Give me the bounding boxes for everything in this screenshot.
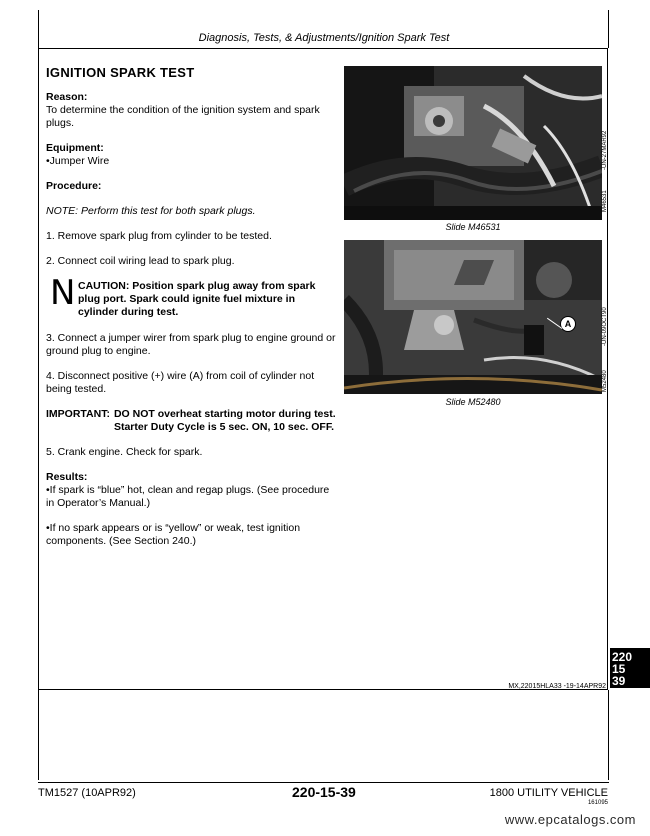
footer-rule (38, 782, 609, 783)
equipment-item: •Jumper Wire (46, 155, 110, 167)
engine-photo-1 (344, 66, 602, 220)
results-block (46, 471, 336, 510)
footer-small-code: 161095 (587, 800, 608, 806)
page-header-title: Diagnosis, Tests, & Adjustments/Ignition Spark Test (198, 32, 450, 44)
results-label: Results: (46, 471, 88, 483)
watermark: www.epcatalogs.com (504, 812, 636, 827)
procedure-label: Procedure: (46, 180, 102, 192)
procedure-step-5: 5. Crank engine. Check for spark. (46, 446, 203, 458)
reason-text: To determine the condition of the ignition system and spark plugs. (46, 104, 320, 129)
footer-rule-right (608, 690, 609, 780)
section-title: IGNITION SPARK TEST (46, 65, 195, 80)
section-tab-line-2: 15 (612, 662, 626, 676)
reason-label: Reason: (46, 91, 88, 103)
engine-photo-2 (344, 240, 602, 394)
procedure-note: NOTE: Perform this test for both spark plugs. (46, 205, 256, 217)
important-text: DO NOT overheat starting motor during test. Starter Duty Cycle is 5 sec. ON, 10 sec. OFF. (113, 408, 336, 433)
text-column (46, 66, 336, 560)
section-tab (610, 648, 650, 688)
procedure-step-2: 2. Connect coil wiring lead to spark plug. (46, 255, 235, 267)
photo-2-caption: Slide M52480 (445, 397, 501, 407)
photo-2-callout-label: A (564, 319, 572, 329)
engine-photo-1-image (344, 66, 602, 220)
important-label: IMPORTANT: (46, 408, 110, 420)
footer-rule-left (38, 690, 39, 780)
header-rule-left (38, 10, 39, 48)
result-1: •If spark is “blue” hot, clean and regap plugs. (See procedure in Operator’s Manual.) (46, 484, 330, 509)
photo-1-caption: Slide M46531 (445, 222, 501, 232)
photo-2-side-code-a: -UN-09OCT90 (602, 307, 608, 346)
section-tab-line-3: 39 (612, 674, 626, 688)
photo-2-callout-a (560, 316, 576, 332)
caution-text: CAUTION: Position spark plug away from spark plug port. Spark could ignite fuel mixture in cylinder during test. (78, 280, 316, 318)
header-rule-right (608, 10, 609, 48)
equipment-block (46, 142, 336, 168)
document-reference: MX,22015HLA33 -19-14APR92 (508, 683, 606, 690)
photo-1-side-code-b: M46531 (602, 190, 608, 212)
footer-vehicle-name: 1800 UTILITY VEHICLE (489, 787, 608, 799)
reason-block (46, 91, 336, 130)
footer-manual-id: TM1527 (10APR92) (38, 787, 136, 799)
caution-icon: N (50, 273, 76, 313)
procedure-step-3: 3. Connect a jumper wirer from spark plug to engine ground or ground plug to engine. (46, 332, 336, 357)
procedure-step-1: 1. Remove spark plug from cylinder to be tested. (46, 230, 272, 242)
equipment-label: Equipment: (46, 142, 104, 154)
footer-page-number: 220-15-39 (292, 784, 356, 800)
photo-2-side-code-b: M52480 (602, 370, 608, 392)
result-2: •If no spark appears or is “yellow” or weak, test ignition components. (See Section 240.) (46, 522, 301, 547)
photo-1-side-code-a: -UN-27MAR92 (602, 130, 608, 170)
section-tab-line-1: 220 (612, 650, 633, 664)
important-block (46, 408, 336, 434)
caution-block (46, 273, 336, 320)
procedure-step-4: 4. Disconnect positive (+) wire (A) from coil of cylinder not being tested. (46, 370, 315, 395)
